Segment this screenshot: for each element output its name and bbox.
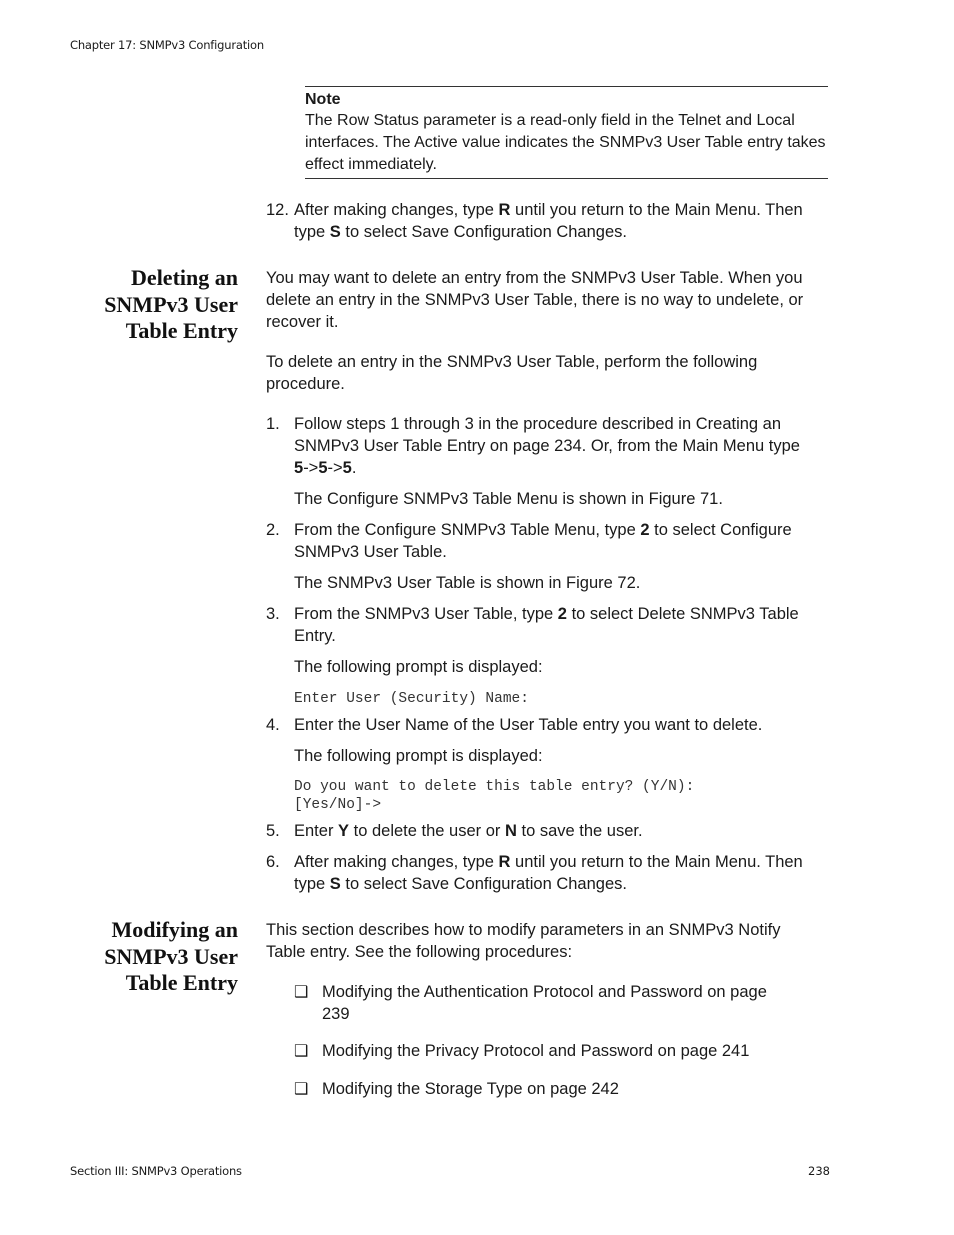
list-item: Modifying the Storage Type on page 242 xyxy=(322,1080,619,1098)
section-heading-modifying: Modifying an SNMPv3 User Table Entry xyxy=(104,917,238,995)
paragraph: Table entry. See the following procedures: xyxy=(266,943,573,961)
step-text: From the SNMPv3 User Table, type 2 to select Delete SNMPv3 Table xyxy=(294,605,799,623)
step-result: The Configure SNMPv3 Table Menu is shown in Figure 71. xyxy=(294,490,723,508)
step-text: type S to select Save Configuration Changes. xyxy=(294,875,627,893)
step-result: The SNMPv3 User Table is shown in Figure 72. xyxy=(294,574,641,592)
running-footer-section: Section III: SNMPv3 Operations xyxy=(70,1164,242,1178)
step-text: SNMPv3 User Table. xyxy=(294,543,447,561)
checkbox-bullet: ❑ xyxy=(294,1043,309,1060)
checkbox-bullet: ❑ xyxy=(294,984,309,1001)
step-text: SNMPv3 User Table Entry on page 234. Or, from the Main Menu type xyxy=(294,437,800,455)
list-item: Modifying the Privacy Protocol and Password on page 241 xyxy=(322,1042,750,1060)
step-text: type S to select Save Configuration Changes. xyxy=(294,223,627,241)
step-number: 1. xyxy=(266,415,280,433)
checkbox-bullet: ❑ xyxy=(294,1081,309,1098)
step-text: From the Configure SNMPv3 Table Menu, type 2 to select Configure xyxy=(294,521,792,539)
paragraph: recover it. xyxy=(266,313,339,331)
step-text: After making changes, type R until you return to the Main Menu. Then xyxy=(294,201,803,219)
step-number: 5. xyxy=(266,822,280,840)
step-number: 3. xyxy=(266,605,280,623)
list-item: Modifying the Authentication Protocol and Password on page xyxy=(322,983,767,1001)
running-header: Chapter 17: SNMPv3 Configuration xyxy=(70,38,264,52)
console-prompt: [Yes/No]-> xyxy=(294,797,382,813)
paragraph: To delete an entry in the SNMPv3 User Table, perform the following xyxy=(266,353,758,371)
step-text: Enter Y to delete the user or N to save the user. xyxy=(294,822,643,840)
page-number: 238 xyxy=(808,1164,830,1178)
step-result: The following prompt is displayed: xyxy=(294,747,543,765)
console-prompt: Do you want to delete this table entry? (Y/N): xyxy=(294,779,695,795)
step-number: 2. xyxy=(266,521,280,539)
console-prompt: Enter User (Security) Name: xyxy=(294,691,529,707)
step-text: Entry. xyxy=(294,627,336,645)
step-text: Follow steps 1 through 3 in the procedure described in Creating an xyxy=(294,415,782,433)
step-number: 6. xyxy=(266,853,280,871)
section-heading-deleting: Deleting an SNMPv3 User Table Entry xyxy=(104,265,238,343)
paragraph: procedure. xyxy=(266,375,345,393)
step-number: 12. xyxy=(266,201,289,219)
note-title: Note xyxy=(305,91,341,108)
step-result: The following prompt is displayed: xyxy=(294,658,543,676)
step-text: 5->5->5. xyxy=(294,459,357,477)
list-item: 239 xyxy=(322,1005,350,1023)
step-number: 4. xyxy=(266,716,280,734)
paragraph: You may want to delete an entry from the SNMPv3 User Table. When you xyxy=(266,269,803,287)
step-text: Enter the User Name of the User Table entry you want to delete. xyxy=(294,716,763,734)
note-body: The Row Status parameter is a read-only field in the Telnet and Local interfaces. The Active value indicates the SNMPv3 User Table entry takes effect immediately. xyxy=(305,112,826,173)
note-box xyxy=(305,86,828,179)
paragraph: This section describes how to modify parameters in an SNMPv3 Notify xyxy=(266,921,781,939)
step-text: After making changes, type R until you return to the Main Menu. Then xyxy=(294,853,803,871)
paragraph: delete an entry in the SNMPv3 User Table, there is no way to undelete, or xyxy=(266,291,804,309)
